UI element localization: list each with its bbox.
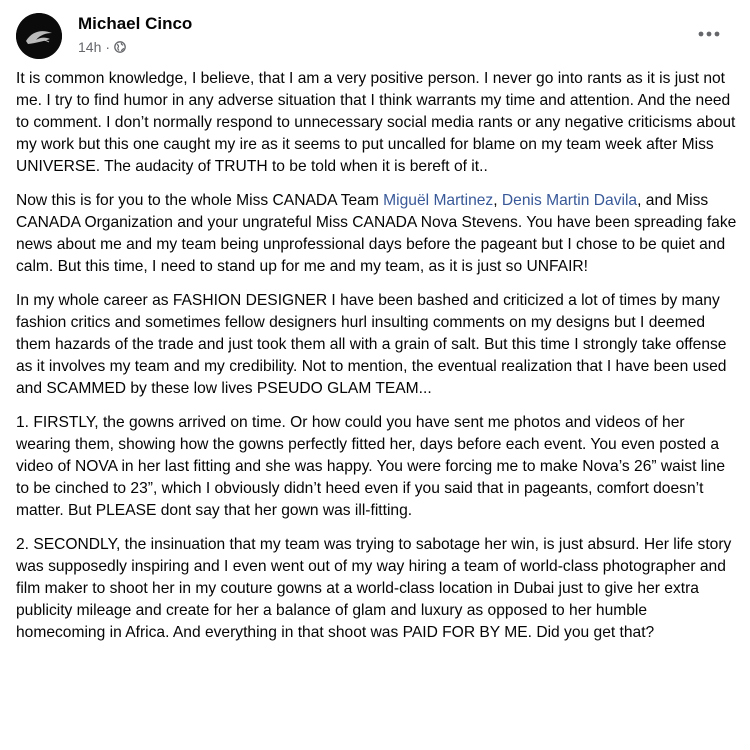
post-paragraph-3: In my whole career as FASHION DESIGNER I have been bashed and criticized a lot of times by many fashion critics and sometimes fellow designers hurl insulting comments on my designs but I deemed them hazards of the trade and just took them all with a grain of salt. But this time I strongly take offense as it involves my team and my credibility. Not to mention, the eventual realization that I have been used and SCAMMED by these low lives PSEUDO GLAM TEAM... [16, 292, 727, 397]
globe-icon [114, 41, 126, 53]
more-options-icon[interactable] [694, 22, 724, 46]
paragraph-text: Now this is for you to the whole Miss CANADA Team [16, 192, 384, 209]
tagged-user-link[interactable]: Denis Martin Davila [501, 192, 638, 209]
tagged-user-link[interactable]: Miguël Martinez [383, 192, 494, 209]
post-paragraph-4: 1. FIRSTLY, the gowns arrived on time. Or how could you have sent me photos and videos of her wearing them, showing how the gowns perfectly fitted her, days before each event. You even posted a video of NOVA in her last fitting and she was happy. You were forcing me to make Nova’s 26” waist line to be cinched to 23”, which I obviously didn’t heed even if you said that in pageants, comfort doesn’t matter. But PLEASE dont say that her gown was ill-fitting. [16, 414, 726, 519]
post-time[interactable]: 14h [78, 39, 102, 55]
meta-separator: · [105, 39, 111, 55]
post-paragraph-2 [16, 190, 738, 278]
post-paragraph-1: It is common knowledge, I believe, that I am a very positive person. I never go into rants as it is just not me. I try to find humor in any adverse situation that I think warrants my time and attention. And the need to comment. I don’t normally respond to unnecessary social media rants or any negative criticisms about my work but this one caught my ire as it seems to put uncalled for blame on my team week after Miss UNIVERSE. The audacity of TRUTH to be told when it is bereft of it.. [16, 70, 736, 175]
paragraph-text: , and Miss CANADA Organization and your ungrateful Miss CANADA Nova Stevens. You have been spreading fake news about me and my team being unprofessional days before the pageant but I chose to be quiet and calm. But this time, I need to stand up for me and my team, as it is just so UNFAIR! [16, 192, 737, 275]
paragraph-text: , [493, 192, 502, 209]
post-meta [78, 38, 126, 56]
post-body [16, 68, 738, 656]
author-name[interactable]: Michael Cinco [78, 14, 193, 33]
avatar[interactable] [16, 13, 62, 59]
post-header [16, 10, 734, 60]
post-paragraph-5: 2. SECONDLY, the insinuation that my team was trying to sabotage her win, is just absurd. Her life story was supposedly inspiring and I even went out of my way hiring a team of world-class photographer and film maker to shoot her in my couture gowns at a world-class location in Dubai just to give her extra publicity mileage and create for her a balance of glam and luxury as opposed to her humble homecoming in Africa. And everything in that shoot was PAID FOR BY ME. Did you get that? [16, 536, 732, 641]
